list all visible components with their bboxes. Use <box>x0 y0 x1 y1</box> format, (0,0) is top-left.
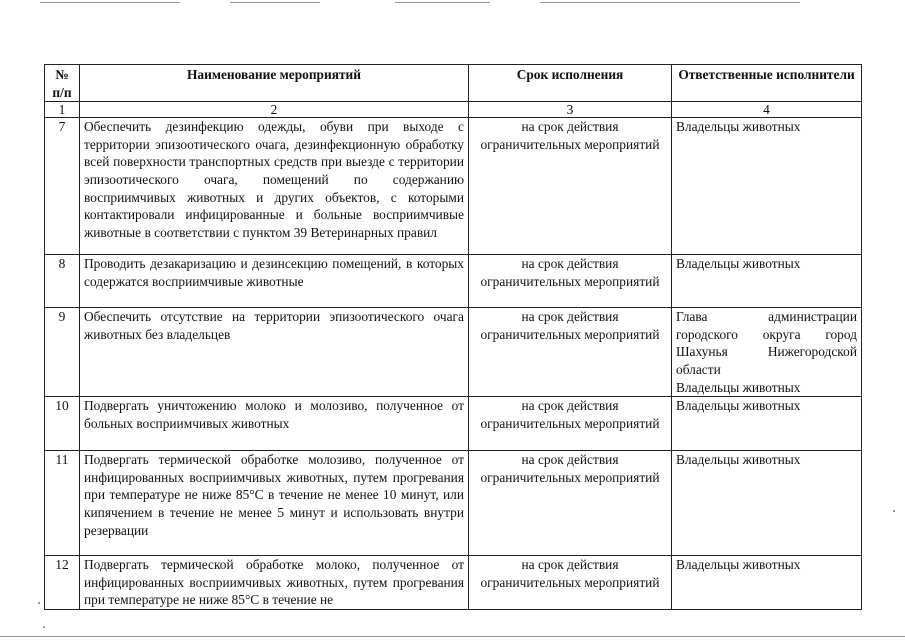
resp-line: Глава администрации городского округа город Шахунья Нижегородской области <box>676 309 857 377</box>
row-term: на срок действия ограничительных мероприятий <box>469 255 672 308</box>
scan-speck <box>43 626 45 628</box>
row-name: Подвергать термической обработке молоко, полученное от инфицированных восприимчивых животных, путем прогревания при температуре не ниже 85°С в течение не <box>80 556 469 610</box>
header-resp: Ответственные исполнители <box>672 65 862 102</box>
row-resp <box>672 118 862 255</box>
table-row <box>45 118 862 255</box>
index-cell: 1 <box>45 102 80 118</box>
row-name: Обеспечить отсутствие на территории эпизоотического очага животных без владельцев <box>80 308 469 397</box>
row-num: 8 <box>45 255 80 308</box>
row-num: 12 <box>45 556 80 610</box>
index-cell: 3 <box>469 102 672 118</box>
table-row <box>45 451 862 556</box>
row-term: на срок действия ограничительных мероприятий <box>469 308 672 397</box>
scan-artifact-bottom <box>0 636 905 637</box>
resp-line: Владельцы животных <box>676 398 801 414</box>
index-cell: 2 <box>80 102 469 118</box>
row-name: Подвергать термической обработке молозиво, полученное от инфицированных восприимчивых животных, путем прогревания при температуре не ниже 85°С в течение не менее 10 минут, или кипячением в течение не менее 5 минут и использовать внутри резервации <box>80 451 469 556</box>
row-num: 11 <box>45 451 80 556</box>
row-resp <box>672 308 862 397</box>
resp-line: Владельцы животных <box>676 256 801 272</box>
scan-speck <box>38 602 40 604</box>
table-row <box>45 556 862 610</box>
row-term: на срок действия ограничительных мероприятий <box>469 556 672 610</box>
resp-line: Владельцы животных <box>676 452 801 468</box>
header-term: Срок исполнения <box>469 65 672 102</box>
table-header-row <box>45 65 862 102</box>
table-index-row <box>45 102 862 118</box>
scan-artifact-top <box>540 2 800 3</box>
header-num: № п/п <box>45 65 80 102</box>
row-term: на срок действия ограничительных мероприятий <box>469 118 672 255</box>
row-num: 7 <box>45 118 80 255</box>
row-resp <box>672 255 862 308</box>
resp-line: Владельцы животных <box>676 119 801 135</box>
index-cell: 4 <box>672 102 862 118</box>
table-row <box>45 255 862 308</box>
row-term: на срок действия ограничительных мероприятий <box>469 451 672 556</box>
scan-speck <box>893 510 895 512</box>
row-resp <box>672 451 862 556</box>
resp-line: Владельцы животных <box>676 379 801 395</box>
row-term: на срок действия ограничительных мероприятий <box>469 397 672 451</box>
row-resp <box>672 556 862 610</box>
row-name: Проводить дезакаризацию и дезинсекцию помещений, в которых содержатся восприимчивые животные <box>80 255 469 308</box>
table-row <box>45 397 862 451</box>
scan-artifact-top <box>230 2 320 3</box>
scan-artifact-top <box>40 2 180 3</box>
row-num: 9 <box>45 308 80 397</box>
row-name: Обеспечить дезинфекцию одежды, обуви при выходе с территории эпизоотического очага, дезинфекционную обработку всей поверхности транспортных средств при выезде с территории эпизоотического очага, помещений по содержанию восприимчивых животных и других объектов, с которыми контактировали инфицированные и больные восприимчивые животные в соответствии с пунктом 39 Ветеринарных правил <box>80 118 469 255</box>
row-resp <box>672 397 862 451</box>
row-num: 10 <box>45 397 80 451</box>
measures-table <box>44 64 862 610</box>
row-name: Подвергать уничтожению молоко и молозиво, полученное от больных восприимчивых животных <box>80 397 469 451</box>
table-row <box>45 308 862 397</box>
resp-line: Владельцы животных <box>676 557 801 573</box>
scan-artifact-top <box>395 2 490 3</box>
header-name: Наименование мероприятий <box>80 65 469 102</box>
